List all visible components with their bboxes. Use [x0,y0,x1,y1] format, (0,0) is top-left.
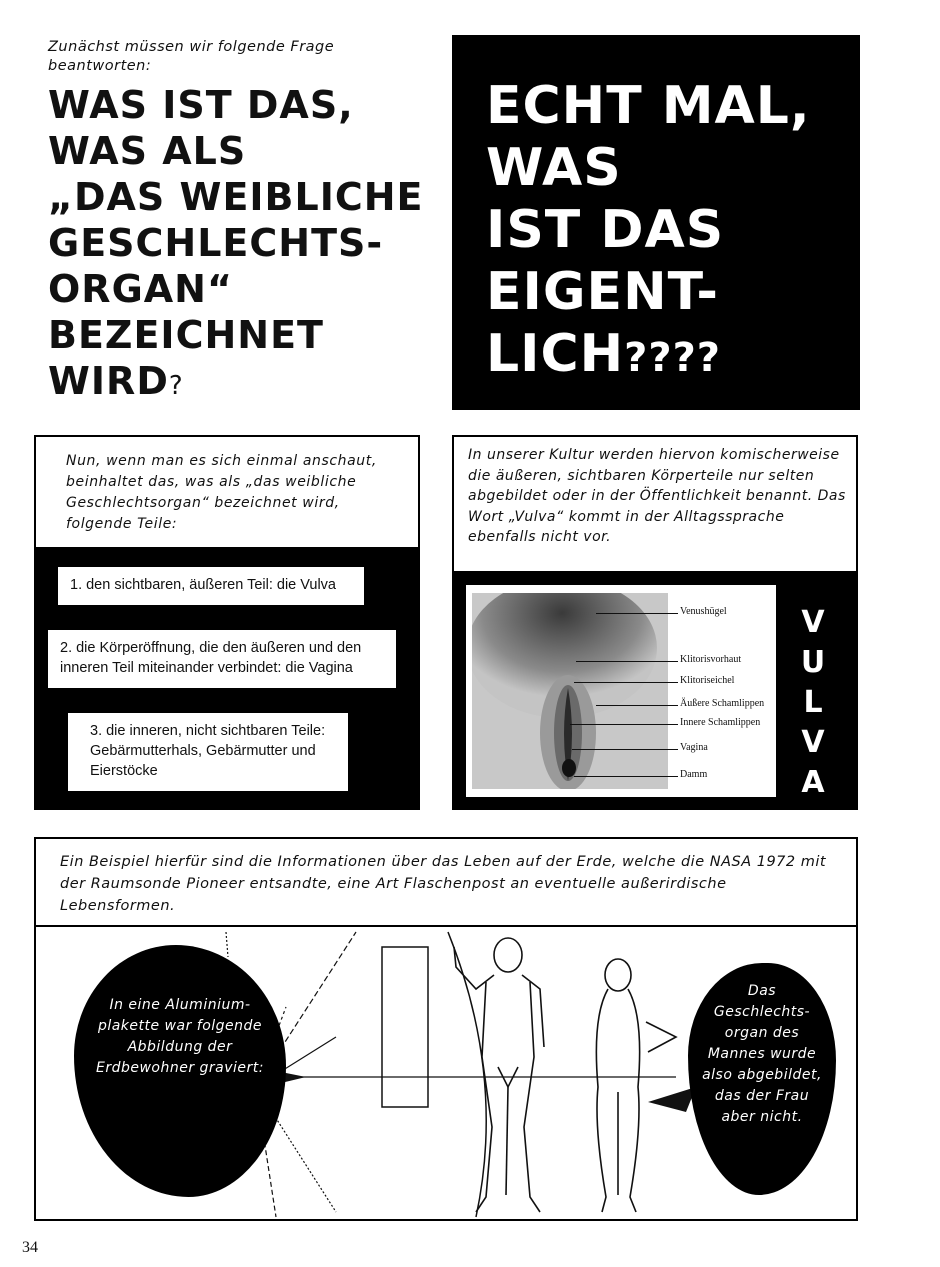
panel-1 [0,0,430,420]
panel-3-caption: Nun, wenn man es sich einmal anschaut, beinhaltet das, was als „das weibliche Geschlechtsorgan“ bezeichnet wird, folgende Teile: [66,453,377,532]
panel-2-headline [486,75,846,389]
headline-line: WAS [486,138,622,198]
headline-line: ECHT MAL, [486,76,811,136]
label-line [572,749,678,750]
headline-line-last [486,323,846,389]
label-line [570,724,678,725]
panel-1-headline [48,82,428,409]
headline-line: ORGAN“ [48,267,233,311]
anatomy-photo-illustration [472,593,668,789]
anatomy-photo [472,593,668,789]
panel-5-caption-box [36,839,856,927]
headline-line-last [48,358,428,409]
panel-3 [34,435,420,810]
panel-4-caption: In unserer Kultur werden hiervon komischerweise die äußeren, sichtbaren Körperteile nur selten abgebildet oder in der Öffentlichkeit benannt. Das Wort „Vulva“ kommt in der Alltagssprache ebenfalls nicht vor. [468,447,846,545]
label-damm: Damm [680,769,708,780]
list-item-vagina: 2. die Körperöffnung, die den äußeren und den inneren Teil miteinander verbindet: die Vagina [48,630,396,688]
page-number: 34 [22,1239,38,1256]
vertical-letter: V [801,725,825,760]
headline-line: BEZEICHNET [48,313,324,357]
list-item-vulva: 1. den sichtbaren, äußeren Teil: die Vulva [58,567,364,605]
headline-last-word: LICH [486,324,625,384]
headline-question-mark: ? [168,371,184,401]
vertical-letter: L [803,685,823,720]
label-venushuegel: Venushügel [680,606,727,617]
vertical-letter: A [801,765,825,800]
label-line [596,613,678,614]
label-line [574,682,678,683]
vulva-vertical-word [790,603,836,803]
panel-2 [452,35,860,410]
label-aeussere-schamlippen: Äußere Schamlippen [680,698,765,709]
panel-3-caption-box [36,437,418,547]
panel-4-caption-box [452,435,858,573]
anatomy-diagram [466,585,776,797]
headline-line: „DAS WEIBLICHE [48,175,424,219]
vertical-letter: U [800,645,826,680]
label-line [576,661,678,662]
label-innere-schamlippen: Innere Schamlippen [680,717,761,728]
headline-line: GESCHLECHTS- [48,221,384,265]
headline-line: WAS ALS [48,129,247,173]
headline-question-marks: ???? [624,335,721,381]
panel-5-caption: Ein Beispiel hierfür sind die Informationen über das Leben auf der Erde, welche die NASA 1972 mit der Raumsonde Pioneer entsandte, eine Art Flaschenpost an eventuelle außerirdische Lebensformen. [60,854,827,914]
panel-1-intro-text: Zunächst müssen wir folgende Frage beantworten: [48,39,335,74]
label-klitorisvorhaut: Klitorisvorhaut [680,654,742,665]
label-klitoriseichel: Klitoriseichel [680,675,735,686]
speech-bubble-right: Das Geschlechts-organ des Mannes wurde also abgebildet, das der Frau aber nicht. [688,963,836,1195]
speech-bubble-left: In eine Aluminium-plakette war folgende Abbildung der Erdbewohner graviert: [74,945,286,1197]
label-line [574,776,678,777]
headline-last-word: WIRD [48,359,169,403]
list-item-inner-parts: 3. die inneren, nicht sichtbaren Teile: Gebärmutterhals, Gebärmutter und Eierstöcke [68,713,348,791]
headline-line: WAS IST DAS, [48,83,354,127]
panel-4 [452,435,858,810]
panel-5 [34,837,858,1221]
headline-line: IST DAS [486,200,725,260]
vertical-letter: V [801,605,825,640]
label-line [596,705,678,706]
headline-line: EIGENT- [486,262,720,322]
label-vagina: Vagina [680,742,708,753]
